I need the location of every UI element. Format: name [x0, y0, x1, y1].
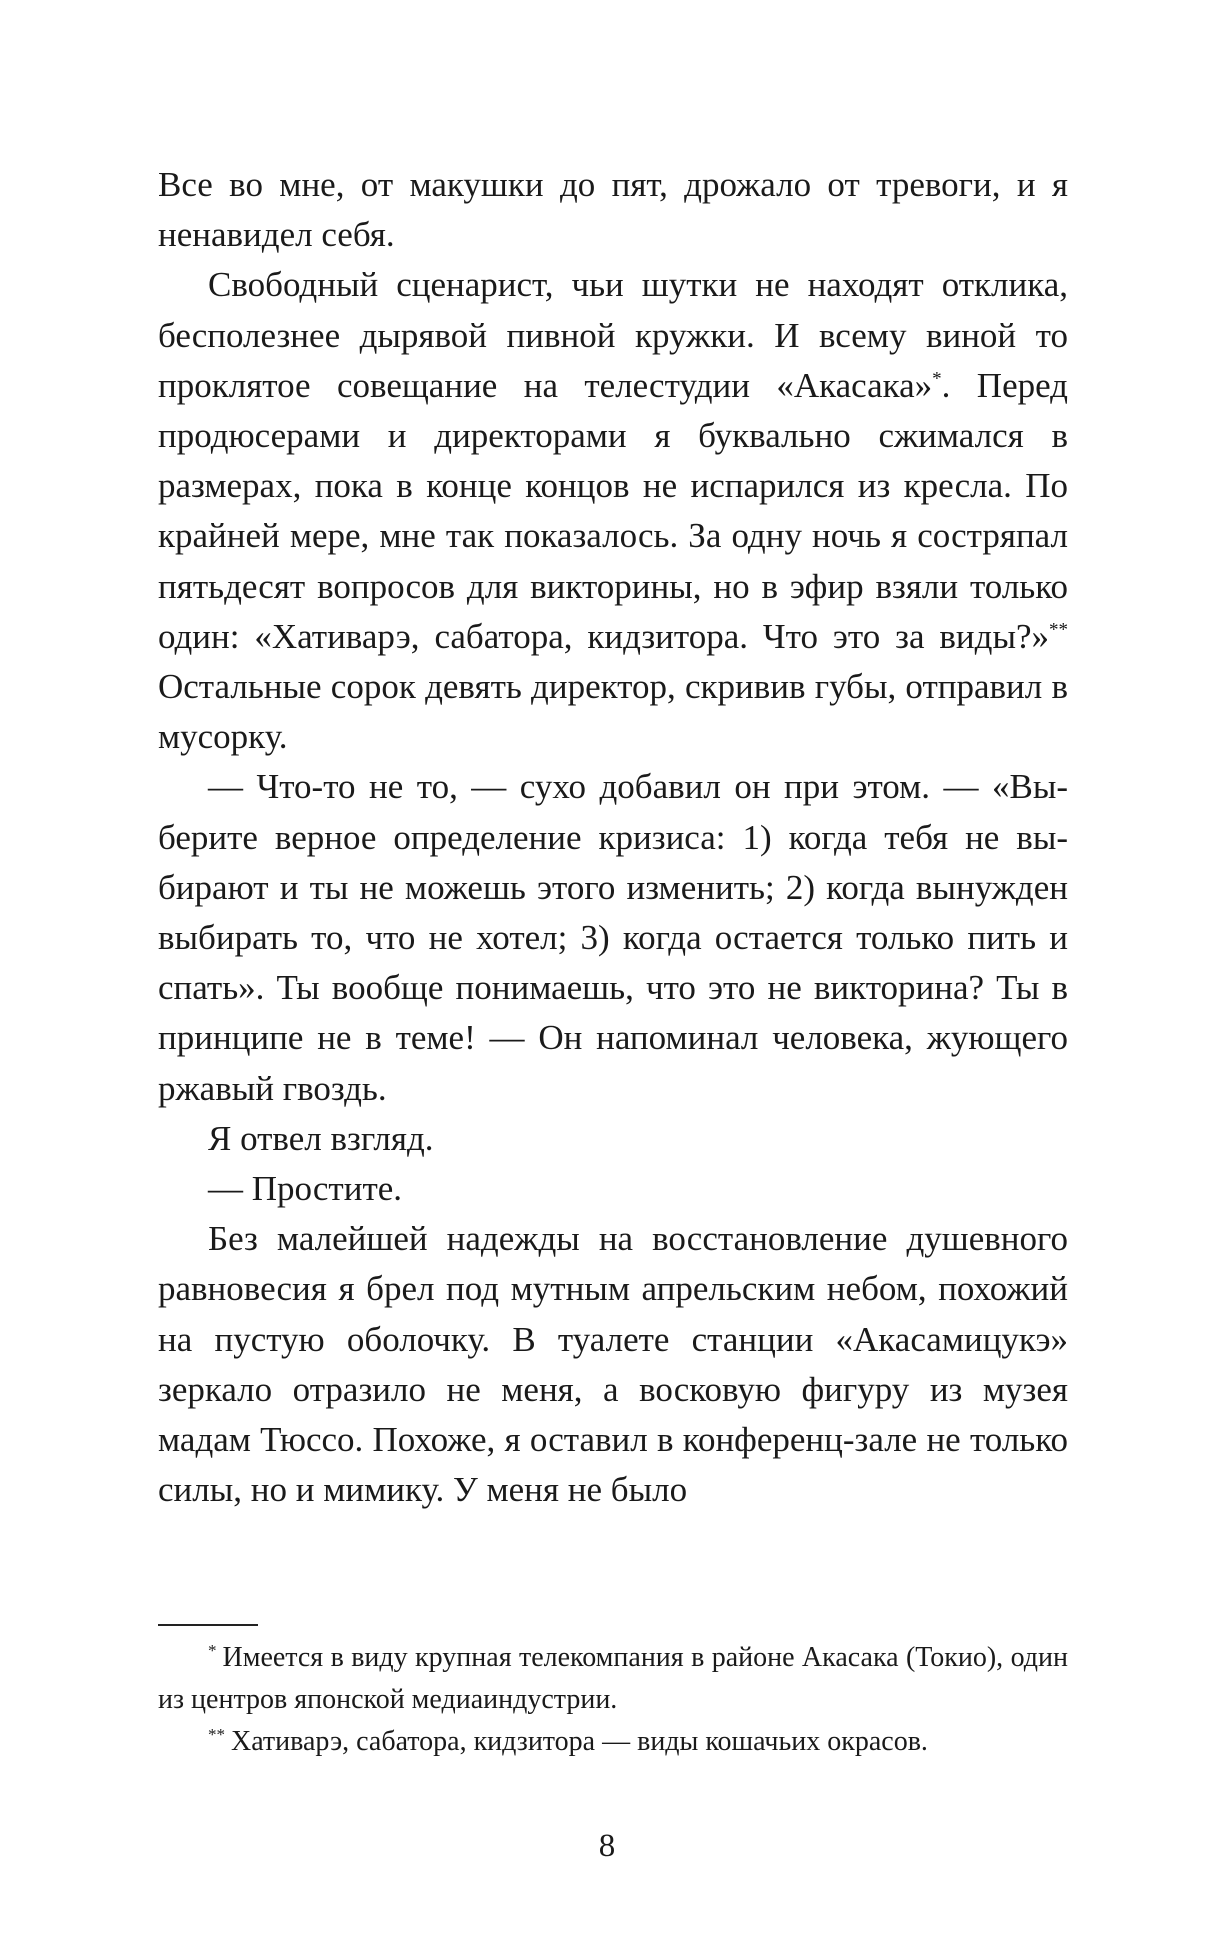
- paragraph-4-text: Я отвел взгляд.: [208, 1118, 434, 1158]
- paragraph-6: [158, 1214, 1068, 1515]
- footnote-2-text: Хативарэ, сабатора, кидзитора — виды кошачьих окрасов.: [231, 1726, 928, 1757]
- footnote-2-mark: **: [208, 1724, 225, 1744]
- paragraph-6-text: Без малейшей надежды на восстановление душевного равновесия я брел под мутным апрельским небом, похожий на пустую оболочку. В туалете станции «Акасамицукэ» зеркало отразило не меня, а восковую фигуру из музея мадам Тюссо. Похоже, я оставил в конференц-зале не только силы, но и мимику. У меня не было: [158, 1219, 1068, 1510]
- paragraph-5-text: — Простите.: [208, 1169, 403, 1209]
- footnotes: [158, 1637, 1068, 1763]
- footnote-divider: [158, 1624, 258, 1626]
- paragraph-2: [158, 260, 1068, 762]
- paragraph-3: [158, 762, 1068, 1113]
- paragraph-1-text: Все во мне, от макушки до пят, дрожало от тревоги, и я ненавидел себя.: [158, 165, 1068, 255]
- paragraph-2-text-end: Остальные сорок девять директор, скривив губы, отправил в мусорку.: [158, 667, 1068, 757]
- footnote-ref-2: **: [1049, 619, 1068, 641]
- paragraph-2-text-cont: . Перед продюсерами и директорами я буквально сжимался в размерах, пока в конце концов не испарился из кресла. По крайней мере, мне так показалось. За одну ночь я состряпал пятьдесят вопросов для викторины, но в эфир взяли только один: «Хативарэ, сабатора, кидзитора. Что это за виды?»: [158, 365, 1068, 656]
- paragraph-5: [158, 1164, 1068, 1214]
- footnote-ref-1: *: [932, 368, 942, 390]
- paragraph-4: [158, 1114, 1068, 1164]
- paragraph-1: [158, 160, 1068, 260]
- paragraph-2-text: Свободный сценарист, чьи шутки не находят отклика, бесполезнее дырявой пивной кружки. И всему виной то проклятое совещание на телестудии «Акасака»: [158, 265, 1068, 405]
- footnote-1-text: Имеется в виду крупная телекомпания в районе Акасака (Токио), один из центров японской медиаиндустрии.: [158, 1642, 1068, 1715]
- footnote-1-mark: *: [208, 1640, 217, 1660]
- footnote-1: [158, 1637, 1068, 1721]
- paragraph-3-text: — Что-то не то, — сухо добавил он при этом. — «Выберите верное определение кризиса: 1) когда тебя не выбирают и ты не можешь этого изменить; 2) когда вынужден выбирать то, что не хотел; 3) когда остается только пить и спать». Ты вообще понимаешь, что это не викторина? Ты в принципе не в теме! — Он напоминал человека, жующего ржавый гвоздь.: [158, 767, 1068, 1108]
- footnote-2: [158, 1721, 1068, 1763]
- body-text: [158, 160, 1068, 1515]
- page-number: 8: [598, 1828, 616, 1864]
